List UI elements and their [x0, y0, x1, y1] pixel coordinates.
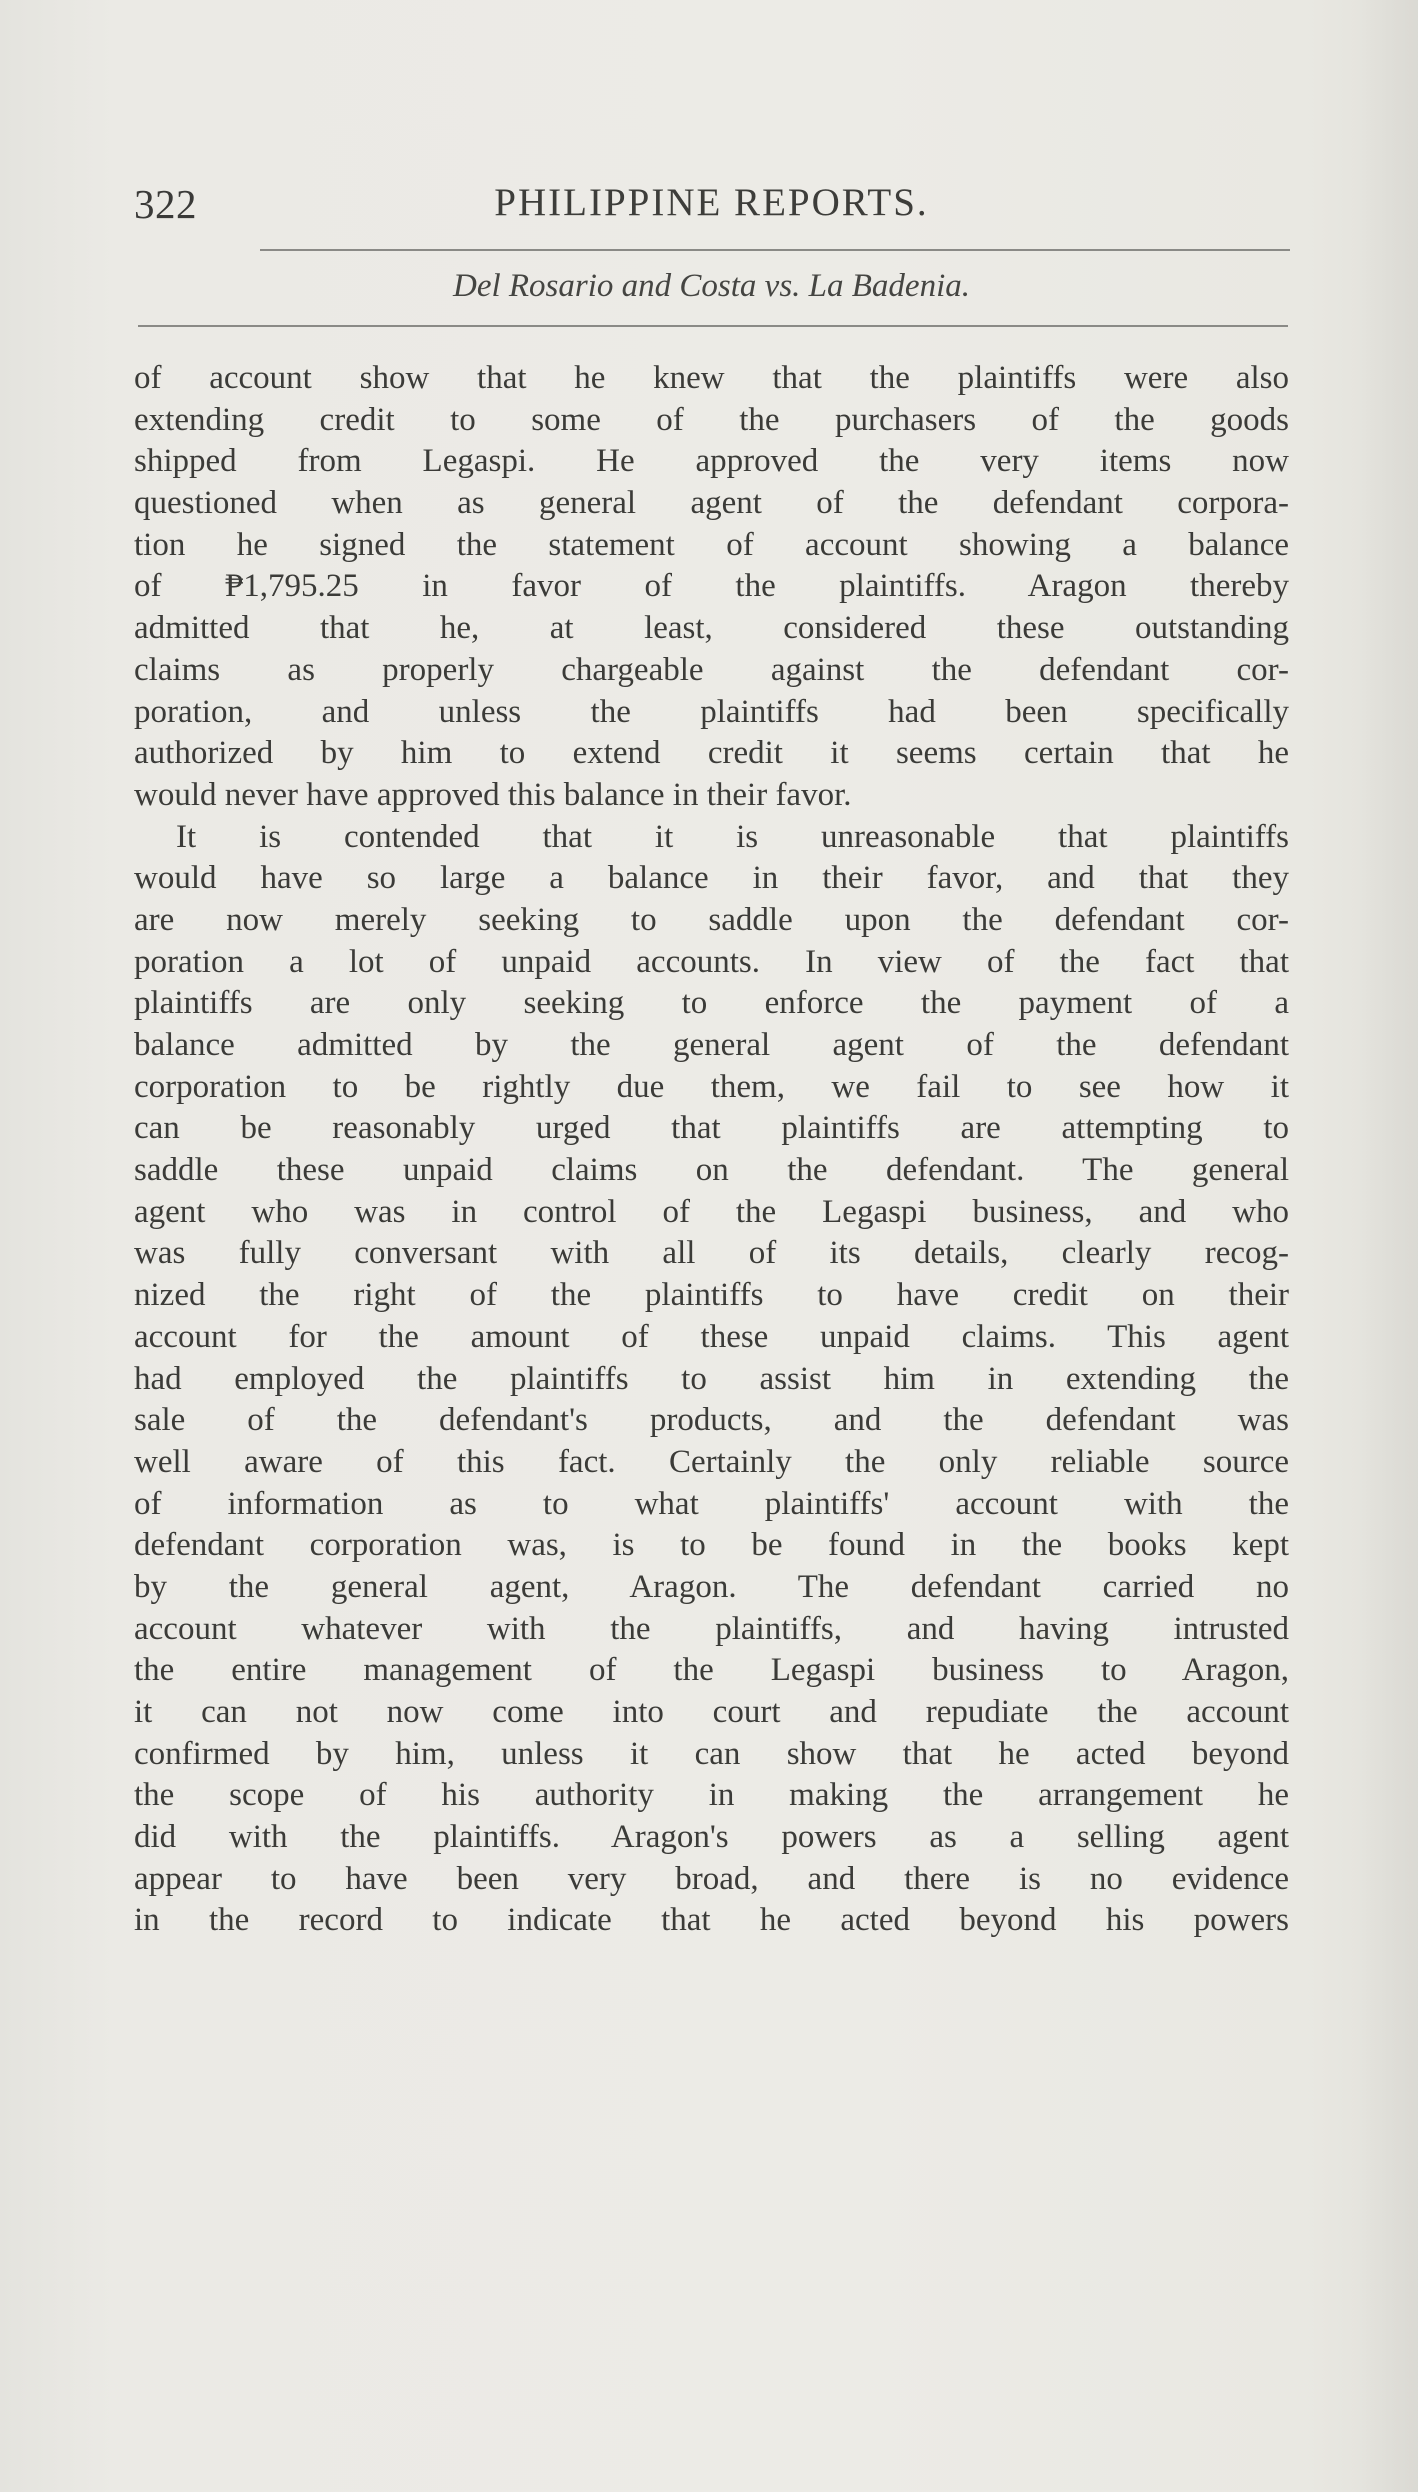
text-line: authorized by him to extend credit it seems certain that he: [134, 735, 1289, 772]
text-line: the entire management of the Legaspi business to Aragon,: [134, 1652, 1289, 1689]
text-line: are now merely seeking to saddle upon the defendant cor-: [134, 901, 1289, 938]
text-line: balance admitted by the general agent of the defendant: [134, 1027, 1289, 1063]
text-line: by the general agent, Aragon. The defendant carried no: [134, 1568, 1289, 1605]
header-rule-bottom: [138, 325, 1288, 327]
text-line: appear to have been very broad, and there is no evidence: [134, 1860, 1289, 1897]
page-header: [134, 180, 1289, 234]
text-line: account whatever with the plaintiffs, and having intrusted: [134, 1610, 1289, 1647]
text-line: poration a lot of unpaid accounts. In view of the fact that: [134, 943, 1289, 980]
text-line: of ₱1,795.25 in favor of the plaintiffs. Aragon thereby: [134, 568, 1289, 605]
body-text: [134, 358, 1289, 1942]
text-line: did with the plaintiffs. Aragon's powers as a selling agent: [134, 1819, 1289, 1856]
text-line: saddle these unpaid claims on the defendant. The general: [134, 1152, 1289, 1189]
text-line: of account show that he knew that the plaintiffs were also: [134, 360, 1289, 396]
text-line: corporation to be rightly due them, we fail to see how it: [134, 1068, 1289, 1105]
text-line: it can not now come into court and repudiate the account: [134, 1694, 1289, 1730]
text-line: was fully conversant with all of its details, clearly recog-: [134, 1235, 1289, 1272]
text-line: defendant corporation was, is to be found in the books kept: [134, 1527, 1289, 1564]
text-line: well aware of this fact. Certainly the only reliable source: [134, 1443, 1289, 1480]
text-line: can be reasonably urged that plaintiffs are attempting to: [134, 1110, 1289, 1147]
text-line: sale of the defendant's products, and the defendant was: [134, 1402, 1289, 1439]
text-line: nized the right of the plaintiffs to have credit on their: [134, 1277, 1289, 1314]
text-line: would have so large a balance in their favor, and that they: [134, 860, 1289, 897]
page-number: 322: [134, 181, 197, 227]
text-line: plaintiffs are only seeking to enforce the payment of a: [134, 985, 1289, 1022]
text-line: confirmed by him, unless it can show that he acted beyond: [134, 1735, 1289, 1772]
page-edge-shadow: [1358, 0, 1418, 2492]
text-line: extending credit to some of the purchasers of the goods: [134, 401, 1289, 438]
running-head: PHILIPPINE REPORTS.: [494, 181, 929, 224]
text-line: claims as properly chargeable against the defendant cor-: [134, 651, 1289, 688]
text-line: would never have approved this balance in their favor.: [134, 776, 852, 813]
text-line: in the record to indicate that he acted beyond his powers: [134, 1902, 1289, 1939]
text-line: of information as to what plaintiffs' account with the: [134, 1485, 1289, 1522]
header-rule-top: [260, 249, 1290, 251]
text-line: agent who was in control of the Legaspi business, and who: [134, 1193, 1289, 1230]
text-line: tion he signed the statement of account showing a balance: [134, 526, 1289, 563]
text-line: shipped from Legaspi. He approved the very items now: [134, 443, 1289, 480]
text-line: It is contended that it is unreasonable that plaintiffs: [176, 818, 1289, 855]
text-line: the scope of his authority in making the arrangement he: [134, 1777, 1289, 1814]
text-line: had employed the plaintiffs to assist him in extending the: [134, 1360, 1289, 1397]
text-line: admitted that he, at least, considered these outstanding: [134, 610, 1289, 647]
text-line: poration, and unless the plaintiffs had been specifically: [134, 693, 1289, 730]
case-title: Del Rosario and Costa vs. La Badenia.: [453, 268, 970, 304]
text-line: questioned when as general agent of the defendant corpora-: [134, 485, 1289, 522]
text-line: account for the amount of these unpaid claims. This agent: [134, 1318, 1289, 1355]
